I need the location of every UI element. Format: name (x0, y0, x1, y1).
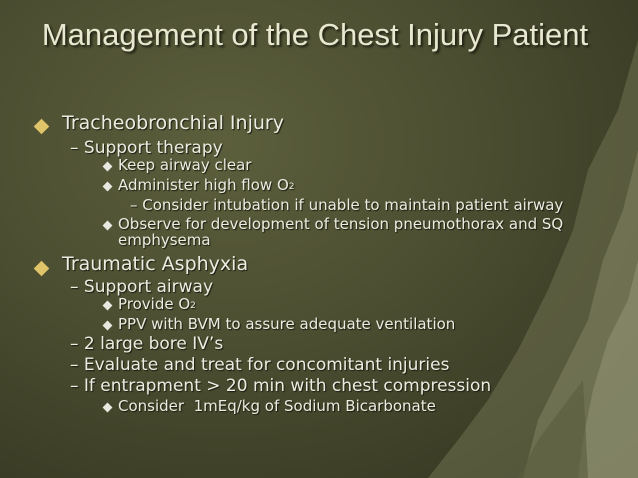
section-heading-traumatic-asphyxia: Traumatic Asphyxia (62, 253, 249, 275)
bullet-diamond-icon (103, 403, 113, 413)
bullet-diamond-icon (103, 301, 113, 311)
item-observe-tension-wrap: emphysema (118, 231, 211, 249)
sub-evaluate-concomitant: – Evaluate and treat for concomitant injuries (70, 355, 450, 375)
item-high-flow-o2 (118, 176, 295, 194)
item-provide-o2 (118, 295, 196, 313)
sub-support-therapy: – Support therapy (70, 138, 223, 158)
item-observe-tension: Observe for development of tension pneumothorax and SQ (118, 215, 564, 233)
bullet-diamond-icon (34, 119, 50, 135)
section-heading-tracheobronchial: Tracheobronchial Injury (62, 112, 284, 134)
sub-large-bore-iv: – 2 large bore IV’s (70, 334, 224, 354)
sub-support-airway: – Support airway (70, 277, 214, 297)
item-keep-airway: Keep airway clear (118, 156, 252, 174)
sub-entrapment: – If entrapment > 20 min with chest compression (70, 376, 492, 396)
bullet-diamond-icon (103, 321, 113, 331)
item-high-flow-o2-text: Administer high flow O (118, 176, 289, 194)
slide-title: Management of the Chest Injury Patient (41, 17, 589, 52)
item-sodium-bicarbonate: Consider 1mEq/kg of Sodium Bicarbonate (118, 397, 436, 415)
o2-subscript: 2 (288, 182, 295, 192)
bullet-diamond-icon (103, 162, 113, 172)
bullet-diamond-icon (103, 182, 113, 192)
o2-subscript: 2 (190, 301, 196, 311)
nested-intubation: – Consider intubation if unable to maintain patient airway (130, 196, 564, 214)
item-ppv-bvm: PPV with BVM to assure adequate ventilation (118, 315, 456, 333)
item-provide-o2-text: Provide O (118, 295, 191, 313)
bullet-diamond-icon (103, 221, 113, 231)
bullet-diamond-icon (34, 261, 50, 277)
